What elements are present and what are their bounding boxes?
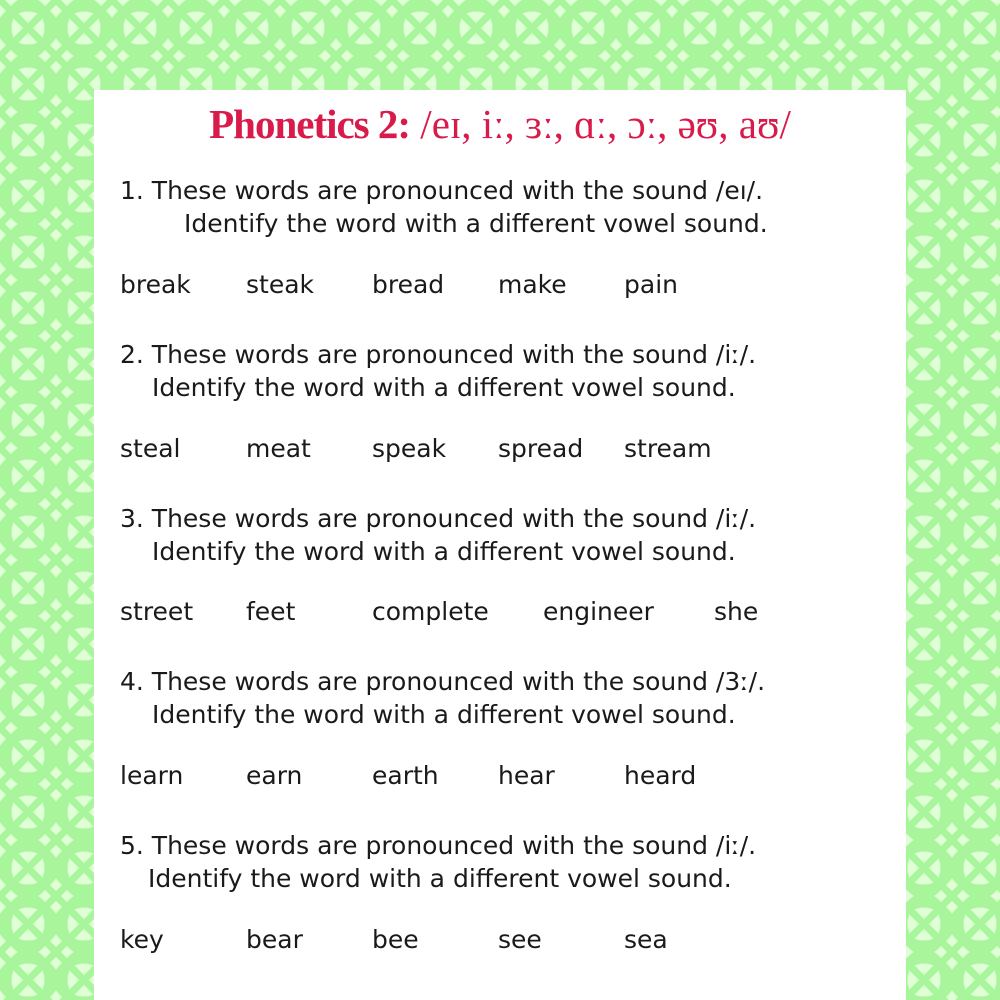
word-option[interactable]: bread bbox=[372, 270, 445, 299]
question-prompt: 1. These words are pronounced with the sound /eı/. bbox=[120, 176, 764, 205]
word-options-5 bbox=[120, 925, 890, 959]
word-option[interactable]: she bbox=[714, 597, 759, 626]
question-2 bbox=[120, 338, 890, 404]
title-lead: Phonetics 2: bbox=[209, 101, 411, 147]
question-3 bbox=[120, 502, 890, 568]
word-option[interactable]: earth bbox=[372, 761, 439, 790]
word-option[interactable]: steal bbox=[120, 434, 181, 463]
question-prompt: 5. These words are pronounced with the sound /iː/. bbox=[120, 831, 757, 860]
question-instruction: Identify the word with a different vowel sound. bbox=[148, 864, 732, 893]
word-option[interactable]: heard bbox=[624, 761, 697, 790]
word-option[interactable]: break bbox=[120, 270, 191, 299]
word-option[interactable]: street bbox=[120, 597, 194, 626]
question-1 bbox=[120, 174, 890, 240]
question-prompt: 4. These words are pronounced with the sound /3ː/. bbox=[120, 667, 766, 696]
question-instruction: Identify the word with a different vowel sound. bbox=[152, 373, 736, 402]
word-options-2 bbox=[120, 434, 890, 468]
word-options-4 bbox=[120, 761, 890, 795]
page-title bbox=[94, 100, 906, 148]
worksheet-card bbox=[94, 90, 906, 1000]
word-options-1 bbox=[120, 270, 890, 304]
question-prompt: 2. These words are pronounced with the sound /iː/. bbox=[120, 340, 757, 369]
word-option[interactable]: speak bbox=[372, 434, 447, 463]
question-prompt: 3. These words are pronounced with the sound /iː/. bbox=[120, 504, 757, 533]
title-symbols: /eɪ, iː, ɜː, ɑː, ɔː, əʊ, aʊ/ bbox=[410, 101, 791, 147]
word-option[interactable]: earn bbox=[246, 761, 303, 790]
word-option[interactable]: pain bbox=[624, 270, 678, 299]
word-option[interactable]: meat bbox=[246, 434, 311, 463]
question-instruction: Identify the word with a different vowel sound. bbox=[184, 209, 768, 238]
word-option[interactable]: steak bbox=[246, 270, 315, 299]
word-option[interactable]: bear bbox=[246, 925, 303, 954]
question-instruction: Identify the word with a different vowel sound. bbox=[152, 700, 736, 729]
word-option[interactable]: hear bbox=[498, 761, 555, 790]
word-option[interactable]: learn bbox=[120, 761, 184, 790]
word-option[interactable]: key bbox=[120, 925, 164, 954]
word-option[interactable]: spread bbox=[498, 434, 584, 463]
word-options-3 bbox=[120, 597, 890, 631]
question-4 bbox=[120, 665, 890, 731]
word-option[interactable]: sea bbox=[624, 925, 668, 954]
question-instruction: Identify the word with a different vowel sound. bbox=[152, 537, 736, 566]
question-5 bbox=[120, 829, 890, 895]
word-option[interactable]: bee bbox=[372, 925, 419, 954]
word-option[interactable]: stream bbox=[624, 434, 712, 463]
word-option[interactable]: see bbox=[498, 925, 542, 954]
word-option[interactable]: engineer bbox=[543, 597, 654, 626]
word-option[interactable]: feet bbox=[246, 597, 296, 626]
word-option[interactable]: complete bbox=[372, 597, 489, 626]
word-option[interactable]: make bbox=[498, 270, 567, 299]
